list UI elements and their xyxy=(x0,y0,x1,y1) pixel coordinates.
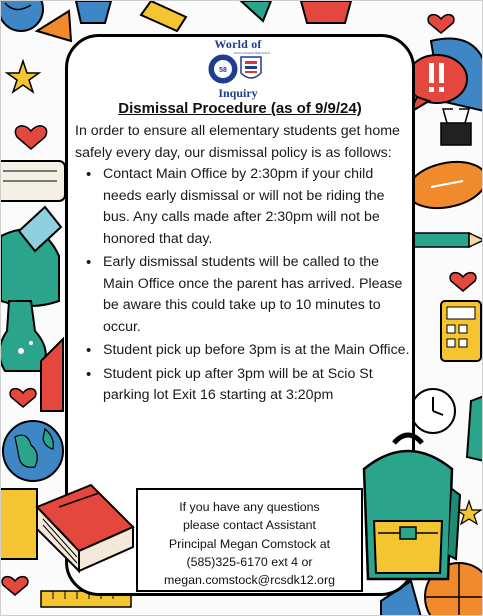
heart-icon xyxy=(428,15,454,33)
logo-name-bottom: Inquiry xyxy=(218,86,258,100)
calculator-icon xyxy=(441,301,481,361)
alarm-clock-icon xyxy=(411,389,455,433)
heart-icon xyxy=(450,273,476,291)
logo-name-top: World of xyxy=(214,37,262,51)
book-icon xyxy=(29,479,139,579)
star-icon xyxy=(7,61,39,92)
globe-icon xyxy=(1,1,43,31)
heart-icon xyxy=(2,577,28,595)
contact-info-box xyxy=(136,488,363,592)
pencil-icon xyxy=(413,233,483,247)
flask-icon xyxy=(1,301,46,371)
list-item: • Contact Main Office by 2:30pm if your child needs early dismissal or will not be riding the bus. Any calls made after 2:30pm will not be honored that day. xyxy=(103,164,410,250)
list-item: • Student pick up after 3pm will be at Scio St parking lot Exit 16 starting at 3:20pm xyxy=(103,364,410,407)
seal-number: 58 xyxy=(219,67,227,74)
contact-email: megan.comstock@rcsdk12.org xyxy=(164,573,335,588)
dismissal-policy xyxy=(75,121,410,409)
list-item: • Student pick up before 3pm is at the Main Office. xyxy=(103,340,410,362)
binder-clip-icon xyxy=(441,109,471,145)
list-item: • Early dismissal students will be called to the Main Office once the parent has arrived. Please be aware this could take up to 10 minutes to occur. xyxy=(103,252,410,338)
intro-paragraph: In order to ensure all elementary students get home safely every day, our dismissal policy is as follows: xyxy=(75,123,400,161)
backpack-icon xyxy=(356,429,461,589)
heart-icon xyxy=(15,126,46,149)
contact-line: Principal Megan Comstock at xyxy=(168,536,331,551)
seal-caption: World of Inquiry High School xyxy=(233,51,271,55)
football-icon xyxy=(403,155,483,215)
school-logo xyxy=(201,37,275,99)
contact-line: please contact Assistant xyxy=(183,518,316,533)
contact-line: If you have any questions xyxy=(179,500,320,514)
globe-icon xyxy=(3,421,63,481)
policy-list xyxy=(75,164,410,407)
page-title: Dismissal Procedure (as of 9/9/24) xyxy=(118,100,362,117)
heart-icon xyxy=(10,389,36,407)
contact-phone: (585)325-6170 ext 4 or xyxy=(186,554,313,569)
